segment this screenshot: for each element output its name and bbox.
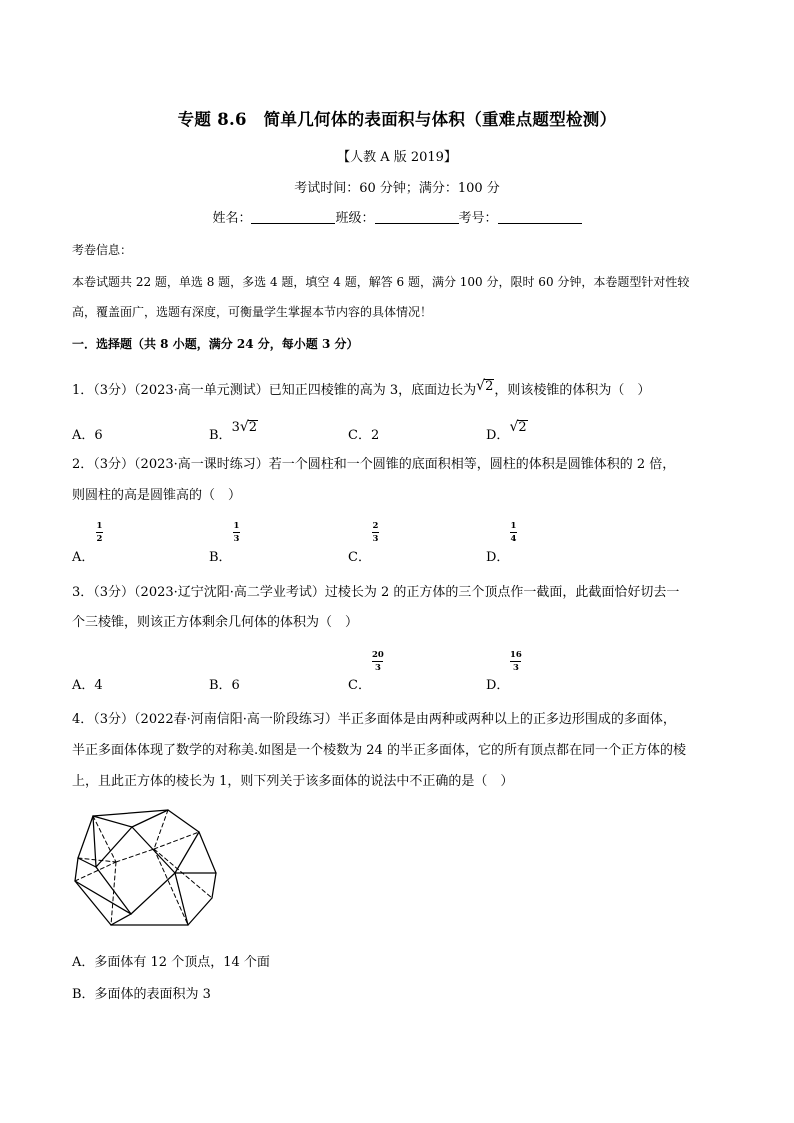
question-3-line2: 个三棱锥，则该正方体剩余几何体的体积为（ ） bbox=[72, 615, 359, 630]
question-4-line1: 4．（3分）（2022春·河南信阳·高一阶段练习）半正多面体是由两种或两种以上的正多边形围成的多面体， bbox=[72, 712, 676, 727]
question-3-line1: 3．（3分）（2023·辽宁沈阳·高二学业考试）过棱长为 2 的正方体的三个顶点作一截面，此截面恰好切去一 bbox=[72, 585, 680, 600]
q1-option-c[interactable]: C．2 bbox=[348, 428, 380, 443]
fraction: $\frac{1}{3}$ bbox=[233, 521, 240, 544]
question-1 bbox=[72, 378, 650, 398]
question-2-line1: 2．（3分）（2023·高一课时练习）若一个圆柱和一个圆锥的底面积相等，圆柱的体积是圆锥体积的 2 倍， bbox=[72, 457, 676, 472]
q3-option-c[interactable]: $\frac{20}{3}$ C． bbox=[348, 650, 384, 693]
q2-option-d[interactable]: $\frac{1}{4}$ D． bbox=[486, 521, 517, 565]
sqrt-2: √ 2 bbox=[476, 378, 494, 395]
sqrt-2: √ 2 bbox=[239, 419, 258, 436]
info-line2: 高，覆盖面广，选题有深度，可衡量学生掌握本节内容的具体情况！ bbox=[72, 305, 433, 319]
q3-option-d[interactable]: $\frac{16}{3}$ D． bbox=[486, 650, 522, 693]
fraction: $\frac{1}{2}$ bbox=[96, 521, 103, 544]
page-title: 专题 8.6 简单几何体的表面积与体积（重难点题型检测） bbox=[177, 110, 617, 129]
question-1-text-end: ，则该棱锥的体积为（ ） bbox=[494, 383, 651, 398]
q1-option-b[interactable]: B．3 √ 2 bbox=[209, 419, 258, 443]
q3-option-a[interactable]: A．4 bbox=[72, 678, 103, 693]
name-label: 姓名： bbox=[212, 211, 252, 226]
q2-option-c[interactable]: $\frac{2}{3}$ C． bbox=[348, 521, 379, 565]
question-4-line3: 上，且此正方体的棱长为 1，则下列关于该多面体的说法中不正确的是（ ） bbox=[72, 774, 514, 789]
student-info-row bbox=[0, 207, 794, 226]
exam-info: 考试时间：60 分钟；满分：100 分 bbox=[294, 181, 500, 196]
q4-option-a[interactable]: A．多面体有 12 个顶点，14 个面 bbox=[72, 955, 270, 970]
sqrt-2: √ 2 bbox=[509, 419, 527, 436]
info-line1: 本卷试题共 22 题，单选 8 题，多选 4 题，填空 4 题，解答 6 题，满分 100 分，限时 60 分钟，本卷题型针对性较 bbox=[72, 275, 690, 289]
q1-option-a[interactable]: A．6 bbox=[72, 428, 103, 443]
polyhedron-figure bbox=[70, 805, 226, 929]
q4-option-b[interactable]: B．多面体的表面积为 3 bbox=[72, 987, 211, 1002]
fraction: $\frac{2}{3}$ bbox=[372, 521, 379, 544]
fraction: $\frac{20}{3}$ bbox=[372, 650, 384, 673]
q2-option-a[interactable]: $\frac{1}{2}$ A． bbox=[72, 521, 103, 565]
q3-option-b[interactable]: B．6 bbox=[209, 678, 240, 693]
fraction: $\frac{1}{4}$ bbox=[510, 521, 517, 544]
number-label: 考号： bbox=[458, 211, 498, 226]
q1-option-d[interactable]: D． √ 2 bbox=[486, 419, 527, 443]
name-blank bbox=[251, 211, 335, 224]
q2-option-b[interactable]: $\frac{1}{3}$ B． bbox=[209, 521, 240, 565]
question-4-line2: 半正多面体体现了数学的对称美.如图是一个棱数为 24 的半正多面体，它的所有顶点都在同一个正方体的棱 bbox=[72, 743, 686, 758]
question-1-text: 1．（3分）（2023·高一单元测试）已知正四棱锥的高为 3，底面边长为 bbox=[72, 383, 477, 398]
number-blank bbox=[498, 211, 582, 224]
question-2-line2: 则圆柱的高是圆锥高的（ ） bbox=[72, 488, 242, 503]
class-label: 班级： bbox=[335, 211, 375, 226]
edition-label: 【人教 A 版 2019】 bbox=[337, 150, 457, 165]
class-blank bbox=[375, 211, 459, 224]
section-heading: 一．选择题（共 8 小题，满分 24 分，每小题 3 分） bbox=[72, 337, 359, 351]
fraction: $\frac{16}{3}$ bbox=[510, 650, 522, 673]
info-heading: 考卷信息： bbox=[72, 243, 133, 257]
